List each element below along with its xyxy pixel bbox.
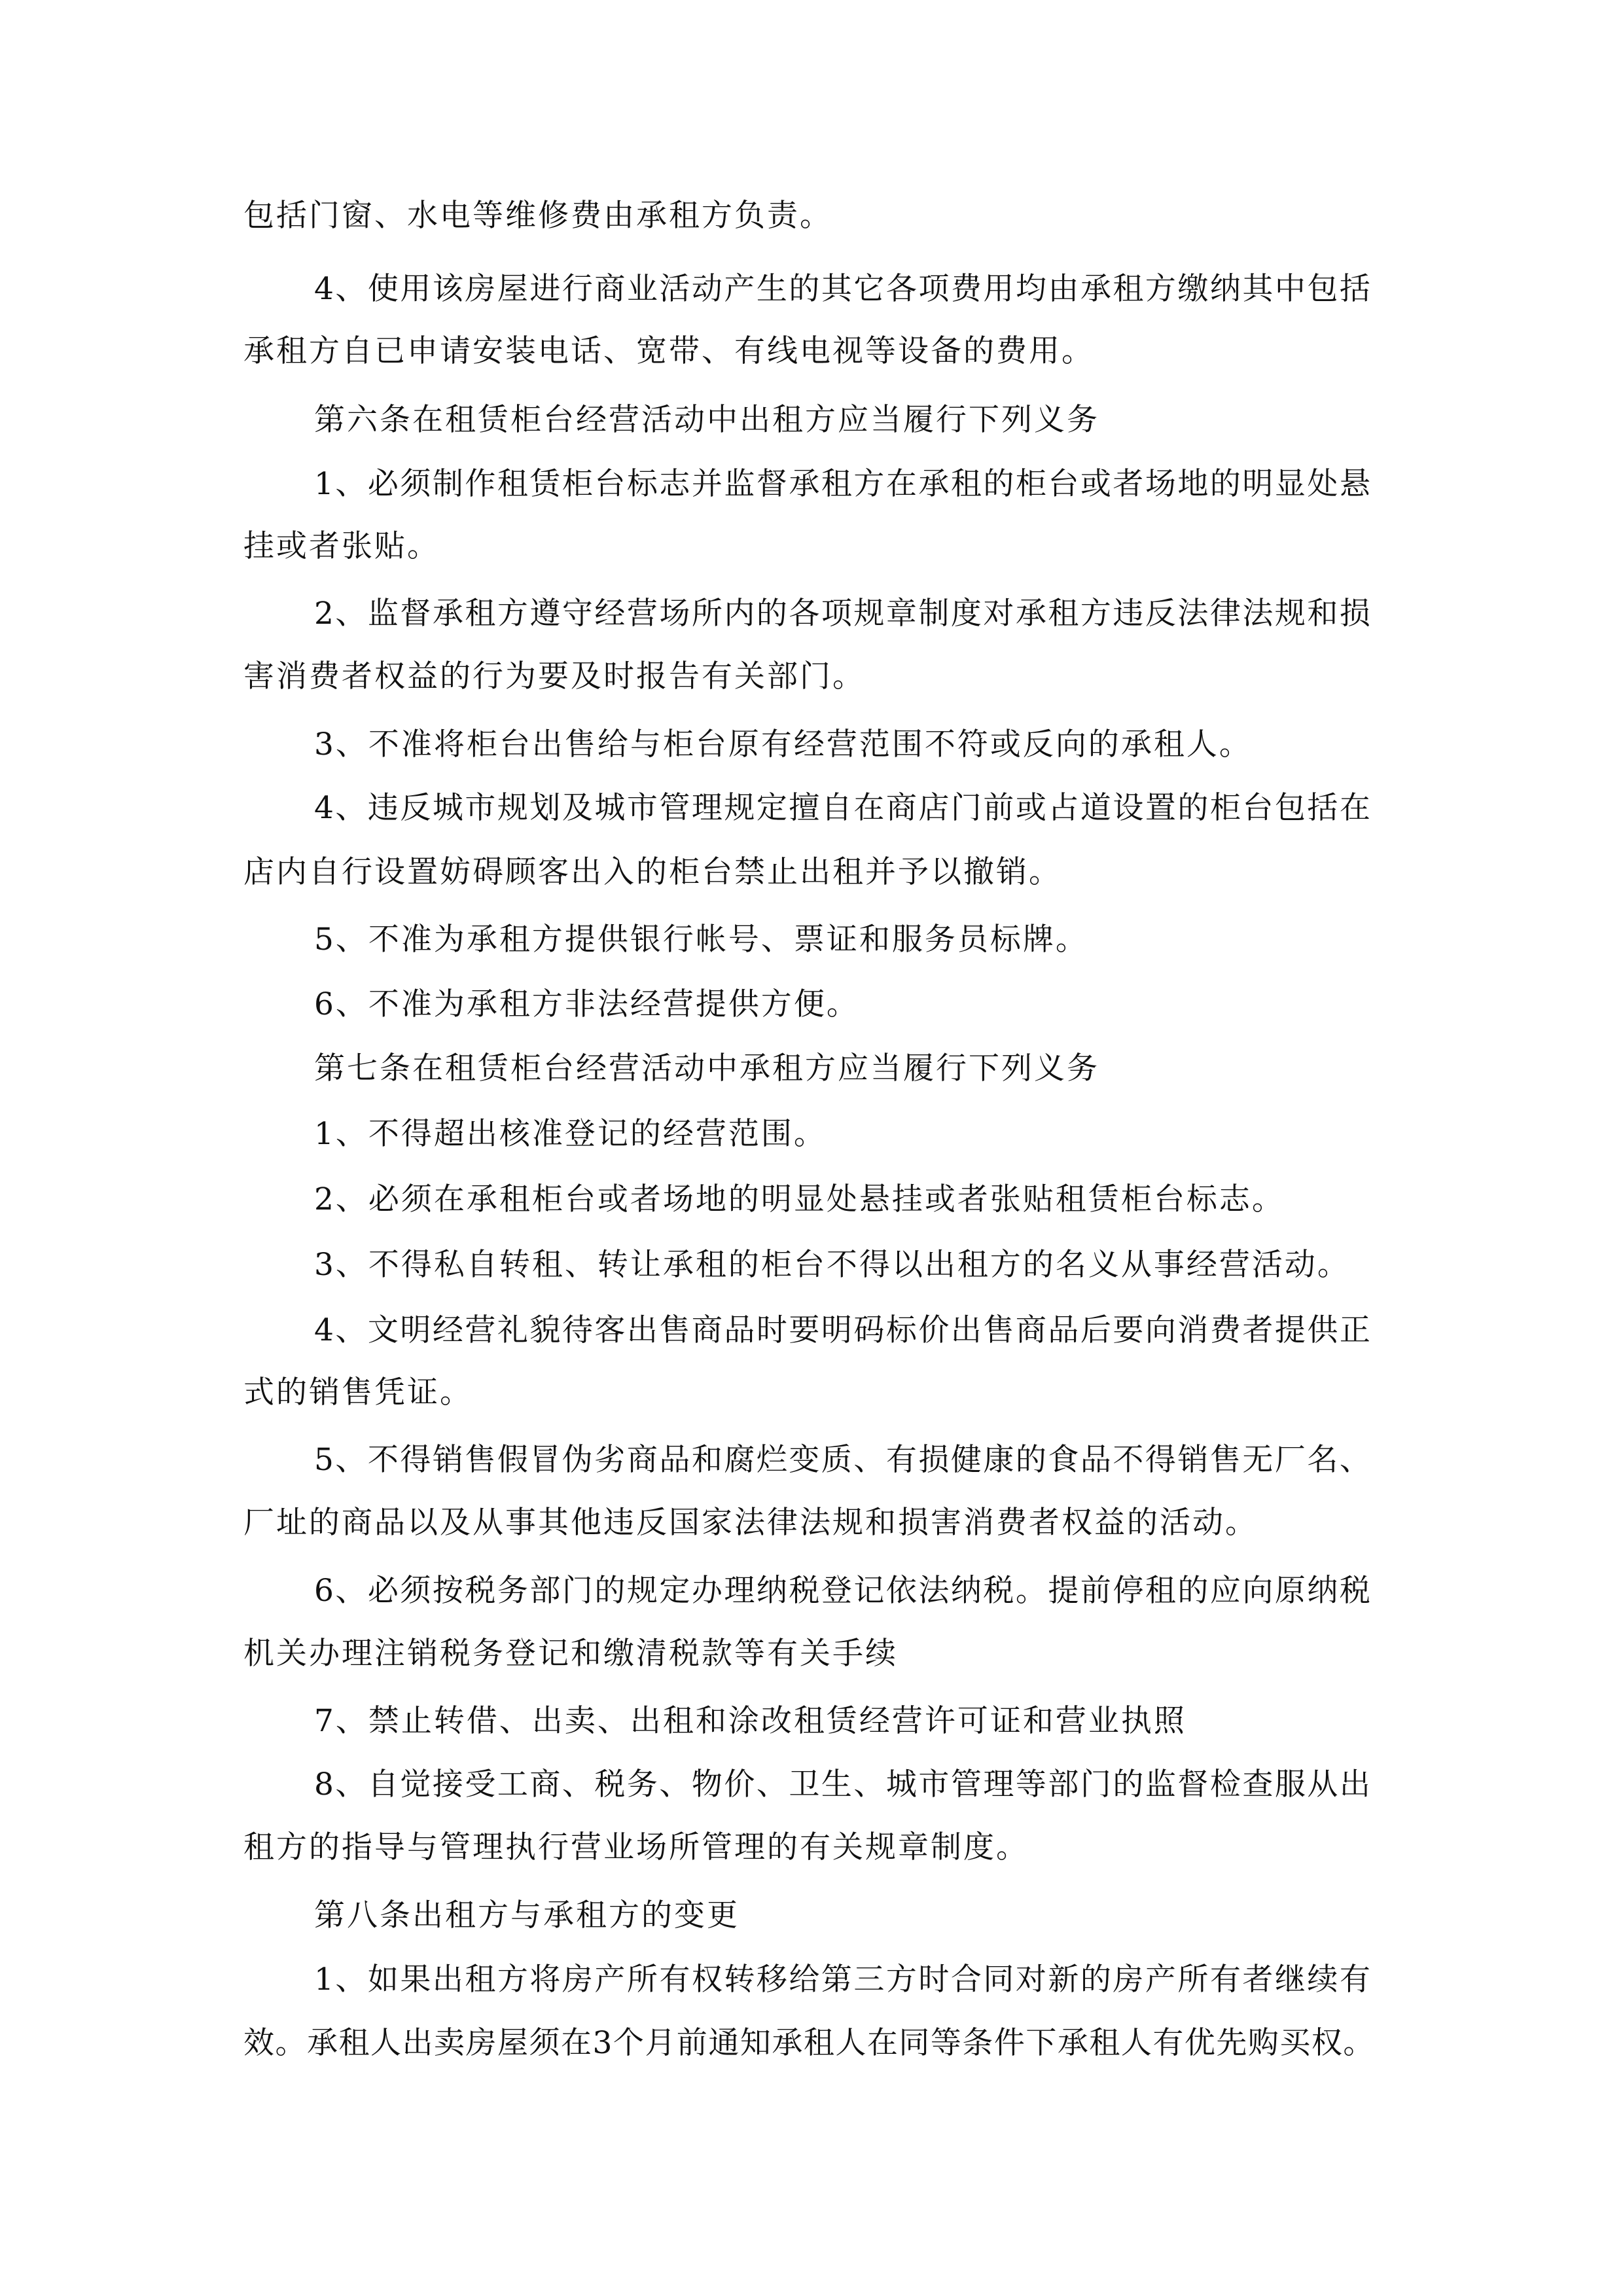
paragraph-line: 6、必须按税务部门的规定办理纳税登记依法纳税。提前停租的应向原纳税	[314, 1573, 1372, 1609]
paragraph-line: 7、禁止转借、出卖、出租和涂改租赁经营许可证和营业执照	[314, 1703, 1186, 1739]
section-heading: 第六条在租赁柜台经营活动中出租方应当履行下列义务	[314, 402, 1099, 438]
paragraph-line: 租方的指导与管理执行营业场所管理的有关规章制度。	[243, 1829, 1029, 1865]
paragraph-line: 5、不得销售假冒伪劣商品和腐烂变质、有损健康的食品不得销售无厂名、	[314, 1442, 1372, 1478]
paragraph-line: 挂或者张贴。	[243, 528, 440, 564]
paragraph-line: 厂址的商品以及从事其他违反国家法律法规和损害消费者权益的活动。	[243, 1505, 1258, 1541]
paragraph-line: 5、不准为承租方提供银行帐号、票证和服务员标牌。	[314, 922, 1088, 958]
paragraph-line: 3、不得私自转租、转让承租的柜台不得以出租方的名义从事经营活动。	[314, 1247, 1350, 1283]
paragraph-line: 2、监督承租方遵守经营场所内的各项规章制度对承租方违反法律法规和损	[314, 596, 1372, 632]
paragraph-line: 3、不准将柜台出售给与柜台原有经营范围不符或反向的承租人。	[314, 726, 1252, 762]
section-heading: 第八条出租方与承租方的变更	[314, 1897, 740, 1933]
paragraph-line: 1、不得超出核准登记的经营范围。	[314, 1116, 827, 1152]
paragraph-line: 机关办理注销税务登记和缴清税款等有关手续	[243, 1636, 898, 1672]
paragraph-line: 6、不准为承租方非法经营提供方便。	[314, 986, 859, 1022]
paragraph-line: 包括门窗、水电等维修费由承租方负责。	[243, 198, 832, 234]
paragraph-line: 4、违反城市规划及城市管理规定擅自在商店门前或占道设置的柜台包括在	[314, 790, 1372, 826]
paragraph-line: 4、文明经营礼貌待客出售商品时要明码标价出售商品后要向消费者提供正	[314, 1312, 1372, 1348]
paragraph-line: 害消费者权益的行为要及时报告有关部门。	[243, 658, 865, 694]
paragraph-line: 式的销售凭证。	[243, 1374, 473, 1410]
paragraph-line: 4、使用该房屋进行商业活动产生的其它各项费用均由承租方缴纳其中包括	[314, 271, 1372, 307]
paragraph-line: 效。承租人出卖房屋须在3个月前通知承租人在同等条件下承租人有优先购买权。	[243, 2025, 1375, 2061]
paragraph-line: 1、必须制作租赁柜台标志并监督承租方在承租的柜台或者场地的明显处悬	[314, 466, 1372, 502]
paragraph-line: 8、自觉接受工商、税务、物价、卫生、城市管理等部门的监督检查服从出	[314, 1767, 1372, 1803]
section-heading: 第七条在租赁柜台经营活动中承租方应当履行下列义务	[314, 1050, 1099, 1086]
paragraph-line: 2、必须在承租柜台或者场地的明显处悬挂或者张贴租赁柜台标志。	[314, 1181, 1285, 1217]
paragraph-line: 承租方自已申请安装电话、宽带、有线电视等设备的费用。	[243, 333, 1094, 369]
paragraph-line: 店内自行设置妨碍顾客出入的柜台禁止出租并予以撤销。	[243, 854, 1061, 890]
paragraph-line: 1、如果出租方将房产所有权转移给第三方时合同对新的房产所有者继续有	[314, 1962, 1372, 1998]
